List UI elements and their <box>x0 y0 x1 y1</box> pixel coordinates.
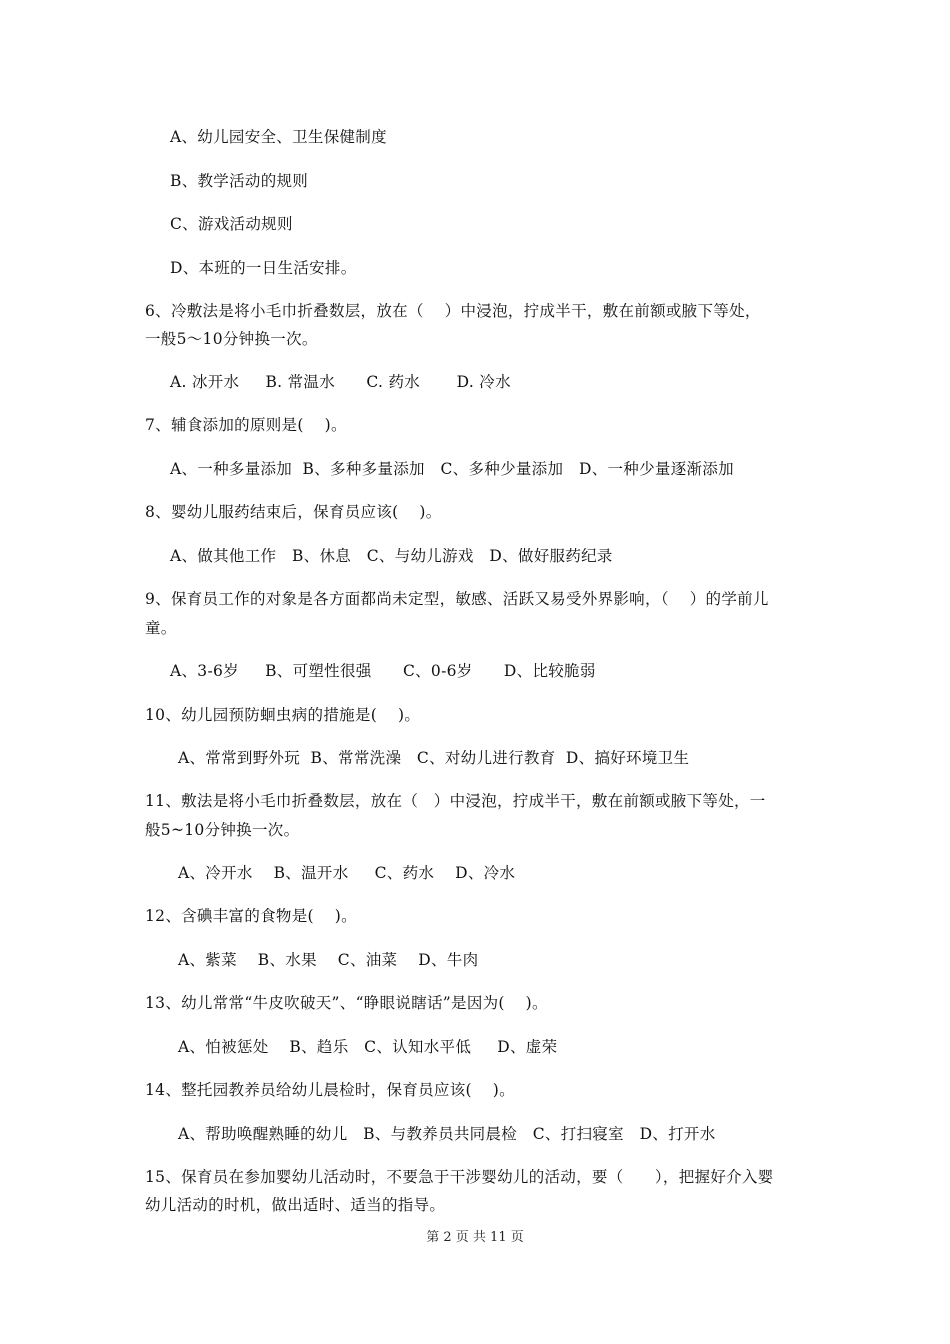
q11-text-line2: 般5~10分钟换一次。 <box>145 821 300 839</box>
q12-options: A、紫菜 B、水果 C、油菜 D、牛肉 <box>178 951 479 969</box>
q6-text-line2: 一般5～10分钟换一次。 <box>145 330 318 348</box>
page-number-footer: 第 2 页 共 11 页 <box>426 1230 524 1245</box>
q7-options: A、一种多量添加 B、多种多量添加 C、多种少量添加 D、一种少量逐渐添加 <box>170 460 734 478</box>
q5-option-a: A、幼儿园安全、卫生保健制度 <box>170 128 387 146</box>
q15-text-line2: 幼儿活动的时机，做出适时、适当的指导。 <box>145 1196 446 1214</box>
q14-options: A、帮助唤醒熟睡的幼儿 B、与教养员共同晨检 C、打扫寝室 D、打开水 <box>178 1125 716 1143</box>
q13-text: 13、幼儿常常“牛皮吹破天”、“睁眼说瞎话”是因为( )。 <box>145 994 548 1012</box>
q6-options: A. 冰开水 B. 常温水 C. 药水 D. 冷水 <box>170 373 511 391</box>
q8-options: A、做其他工作 B、休息 C、与幼儿游戏 D、做好服药纪录 <box>170 547 613 565</box>
q5-option-b: B、教学活动的规则 <box>170 172 309 190</box>
q7-text: 7、辅食添加的原则是( )。 <box>145 416 347 434</box>
q11-options: A、冷开水 B、温开水 C、药水 D、冷水 <box>178 864 516 882</box>
q6-text-line1: 6、冷敷法是将小毛巾折叠数层，放在（ ）中浸泡，拧成半干，敷在前额或腋下等处， <box>145 302 761 320</box>
q10-text: 10、幼儿园预防蛔虫病的措施是( )。 <box>145 706 421 724</box>
q11-text-line1: 11、敷法是将小毛巾折叠数层，放在（ ）中浸泡，拧成半干，敷在前额或腋下等处，一 <box>145 792 766 810</box>
q12-text: 12、含碘丰富的食物是( )。 <box>145 907 357 925</box>
q13-options: A、怕被惩处 B、趋乐 C、认知水平低 D、虚荣 <box>178 1038 558 1056</box>
q14-text: 14、整托园教养员给幼儿晨检时，保育员应该( )。 <box>145 1081 515 1099</box>
q10-options: A、常常到野外玩 B、常常洗澡 C、对幼儿进行教育 D、搞好环境卫生 <box>178 749 690 767</box>
q5-option-c: C、游戏活动规则 <box>170 215 293 233</box>
q9-text-line1: 9、保育员工作的对象是各方面都尚未定型，敏感、活跃又易受外界影响，（ ）的学前儿 <box>145 590 769 608</box>
q9-text-line2: 童。 <box>145 619 177 637</box>
q5-option-d: D、本班的一日生活安排。 <box>170 259 357 277</box>
q8-text: 8、婴幼儿服药结束后，保育员应该( )。 <box>145 503 442 521</box>
q9-options: A、3-6岁 B、可塑性很强 C、0-6岁 D、比较脆弱 <box>170 662 596 680</box>
q15-text-line1: 15、保育员在参加婴幼儿活动时，不要急于干涉婴幼儿的活动，要（ ），把握好介入婴 <box>145 1168 774 1186</box>
